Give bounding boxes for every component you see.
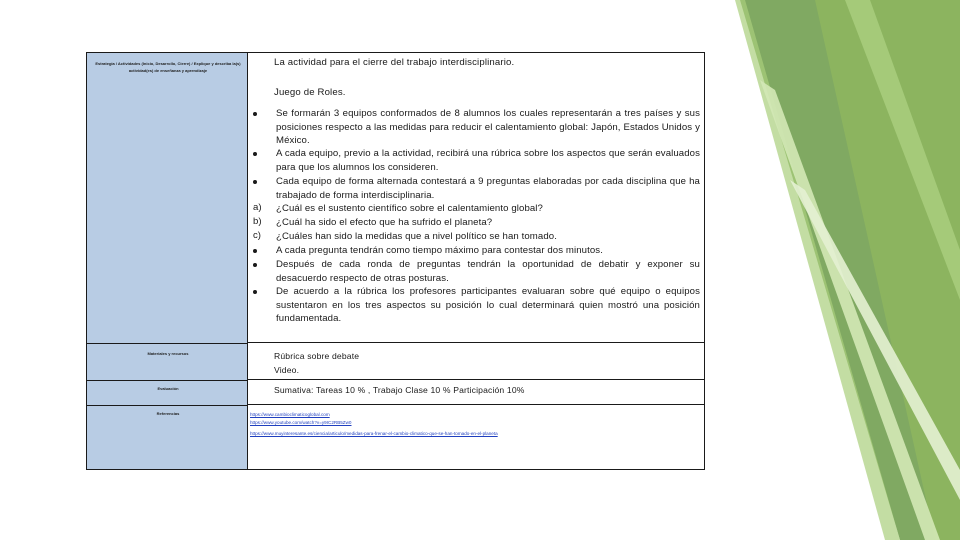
list-item: A cada pregunta tendrán como tiempo máximo para contestar dos minutos. xyxy=(276,245,603,256)
materials-label: Materiales y recursos xyxy=(147,351,189,356)
reference-link[interactable]: https://www.youtube.com/watch?v=y9IC2RB5Zw0 xyxy=(250,420,352,425)
list-item: Se formarán 3 equipos conformados de 8 alumnos los cuales representarán a tres países y sus posiciones respecto a las medidas para reducir el calentamiento global: Japón, Estados Unidos y México. xyxy=(276,108,700,147)
activity-subtitle: Juego de Roles. xyxy=(274,87,346,98)
list-marker-bullet xyxy=(253,107,267,119)
materials-line-1: Rúbrica sobre debate xyxy=(274,351,360,361)
reference-link[interactable]: https://www.cambioclimaticoglobal.com xyxy=(250,412,330,417)
row-divider xyxy=(247,404,705,405)
label-column xyxy=(87,53,248,469)
list-marker-bullet xyxy=(253,258,267,270)
list-item: ¿Cuál es el sustento científico sobre el calentamiento global? xyxy=(276,203,543,214)
activity-title: La actividad para el cierre del trabajo interdisciplinario. xyxy=(274,57,515,68)
list-item: ¿Cuál ha sido el efecto que ha sufrido el planeta? xyxy=(276,217,493,228)
list-item: A cada equipo, previo a la actividad, recibirá una rúbrica sobre los aspectos que serán evaluados para que los alumnos los consideren. xyxy=(276,148,700,173)
list-item: ¿Cuáles han sido la medidas que a nivel político se han tomado. xyxy=(276,231,557,242)
list-marker-c: c) xyxy=(253,230,261,241)
list-marker-bullet xyxy=(253,285,267,297)
list-marker-bullet xyxy=(253,244,267,256)
row-divider xyxy=(247,342,705,343)
list-marker-b: b) xyxy=(253,216,262,227)
list-item: Cada equipo de forma alternada contestará a 9 preguntas elaboradas por cada disciplina que ha trabajado de forma interdisciplinaria. xyxy=(276,176,700,201)
materials-line-2: Video. xyxy=(274,365,300,375)
references-label: Referencias xyxy=(156,411,180,416)
list-marker-a: a) xyxy=(253,202,262,213)
row-divider xyxy=(247,379,705,380)
list-marker-bullet xyxy=(253,175,267,187)
row-divider xyxy=(87,343,248,344)
row-divider xyxy=(87,380,248,381)
row-divider xyxy=(87,405,248,406)
list-marker-bullet xyxy=(253,147,267,159)
evaluation-text: Sumativa: Tareas 10 % , Trabajo Clase 10 % Participación 10% xyxy=(274,385,525,395)
strategy-label: Estrategia / Actividades (Inicio, Desarrollo, Cierre) / Explique y describa la(s) actividad(es) de enseñanza y aprendizaje xyxy=(95,61,241,73)
list-item: Después de cada ronda de preguntas tendrán la oportunidad de debatir y exponer su desacuerdo respecto de otras posturas. xyxy=(276,259,700,284)
evaluation-label: Evaluación xyxy=(157,386,179,391)
reference-link[interactable]: https://www.muyinteresante.es/ciencia/articulo/medidas-para-frenar-el-cambio-climatico-que-se-han-tomado-en-el-planeta xyxy=(250,431,498,436)
list-item: De acuerdo a la rúbrica los profesores participantes evaluaran sobre qué equipo o equipos sustentaron en los tres aspectos su posición lo cual determinará quien mostró una posición fundamentada. xyxy=(276,286,700,325)
